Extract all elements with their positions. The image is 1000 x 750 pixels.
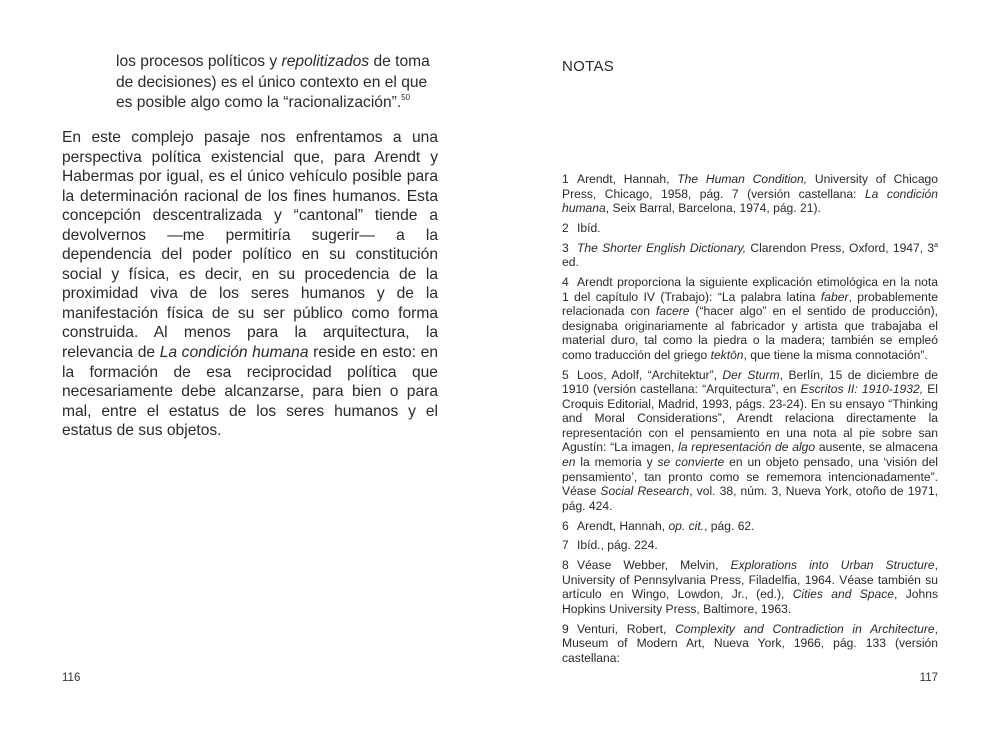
quote-text: de toma de decisiones) es el único contexto en el que es posible algo como la “racionalización”. [116,53,430,111]
note-italic: la representación de algo [678,440,816,455]
note-italic: The Human Condition, [677,172,808,186]
note-italic: La condición humana [562,186,938,216]
note-italic: facere [655,304,690,319]
note-superscript: a [934,241,938,249]
note [562,275,938,362]
note-text: la memoria y [575,455,658,470]
note-italic: se convierte [657,455,725,470]
note-text: Loos, Adolf, “Architektur”, [577,367,723,382]
note-number: 5 [562,367,569,382]
note-italic: tektōn [710,347,744,362]
note-italic: Der Sturm [722,367,780,382]
note-text: El Croquis Editorial, Madrid, 1993, págs. 23-24). En su ensayo “Thinking and Moral Considerations”, Arendt relaciona directamente la representación con el pensamiento en una nota al pie sobre san Agustín: “La imagen, [562,382,938,455]
note-text: Clarendon Press, Oxford, 1947, 3 [746,240,935,255]
note-text: , pág. 62. [704,518,755,533]
note [562,558,938,616]
note-italic: Cities and Space [792,587,895,602]
note-text: en un objeto pensado, una ‘visión del pensamiento’, tan pronto como se rememora intencionadamente”. Véase [562,455,938,499]
note-number: 1 [562,172,569,186]
note [562,172,938,216]
quote-italic: repolitizados [281,53,370,70]
note-number: 6 [562,518,569,533]
note-italic: en [562,455,576,470]
note-text: , Johns Hopkins University Press, Baltimore, 1963. [562,587,938,616]
body-italic: La condición humana [159,344,309,362]
note-text: , Museum of Modern Art, Nueva York, 1966, pág. 133 (versión castellana: [562,621,938,665]
note [562,538,938,553]
note-italic: The Shorter English Dictionary, [577,240,747,255]
body-text: reside en esto: en la formación de esa reciprocidad política que necesariamente debe alcanzarse, para bien o para mal, entre el estatus de los seres humanos y el estatus de sus objetos. [62,344,439,440]
notes-list [562,172,938,671]
note [562,368,938,513]
page-number: 117 [919,672,938,684]
note-text: , probablemente relacionada con [562,289,938,319]
note-italic: Escritos II: 1910-1932, [800,382,924,397]
note-text: ed. [562,255,579,270]
note-text: Ibíd. [577,220,601,235]
note-text: ausente, se almacena [815,440,938,455]
note [562,519,938,534]
note-text: University of Chicago Press, Chicago, 1958, pág. 7 (versión castellana: [562,172,939,201]
note-italic: Complexity and Contradiction in Architecture [675,621,935,636]
note-number: 8 [562,558,569,573]
note-text: , Berlín, 15 de diciembre de 1910 (versión castellana: “Arquitectura”, en [562,367,938,397]
note-number: 2 [562,220,569,235]
quote-text: los procesos políticos y [116,53,282,70]
note-text: , Seix Barral, Barcelona, 1974, pág. 21). [605,201,821,216]
page-number: 116 [62,672,81,684]
footnote-ref: 50 [401,93,411,102]
note-number: 4 [562,275,569,290]
note-italic: op. cit. [668,518,705,533]
note-number: 9 [562,621,569,636]
note [562,241,938,270]
right-page [500,0,1000,750]
note-text: Venturi, Robert, [577,621,676,636]
note-italic: Explorations into Urban Structure [730,558,935,573]
note-text: (“hacer algo” en el sentido de producción), designaba originariamente al fabricador y artista que trabajaba el material duro, tal como la piedra o la madera; también se empleó como traducción del griego [562,304,938,362]
note-text: , que tiene la misma connotación”. [743,347,928,362]
note [562,622,938,666]
note-italic: faber [820,289,849,304]
note-text: Arendt, Hannah, [577,518,669,533]
note-number: 3 [562,240,569,255]
note-text: , vol. 38, núm. 3, Nueva York, otoño de 1971, pág. 424. [562,484,938,513]
body-paragraph [62,128,438,441]
block-quote [116,52,438,114]
note [562,221,938,236]
note-text: Ibíd., pág. 224. [577,538,658,553]
note-italic: Social Research [600,484,690,499]
note-number: 7 [562,538,569,553]
note-text: Arendt proporciona la siguiente explicación etimológica en la nota 1 del capítulo IV (Trabajo): “La palabra latina [562,275,938,304]
note-text: , University of Pennsylvania Press, Filadelfia, 1964. Véase también su artículo en Wingo, Lowdon, Jr., (ed.), [562,558,939,602]
note-text: Véase Webber, Melvin, [577,558,731,573]
body-text: En este complejo pasaje nos enfrentamos a una perspectiva política existencial que, para Arendt y Habermas por igual, es el único vehículo posible para la determinación racional de los fines humanos. Esta concepción descentralizada y “cantonal” tiende a devolvernos —me permitiría sugerir— a la dependencia del poder político en su constitución social y física, es decir, en su procedencia de la proximidad viva de los seres humanos y de la manifestación física de su ser público como forma construida. Al menos para la arquitectura, la relevancia de [62,129,438,362]
note-text: Arendt, Hannah, [577,172,678,186]
notes-heading: NOTAS [562,58,615,75]
